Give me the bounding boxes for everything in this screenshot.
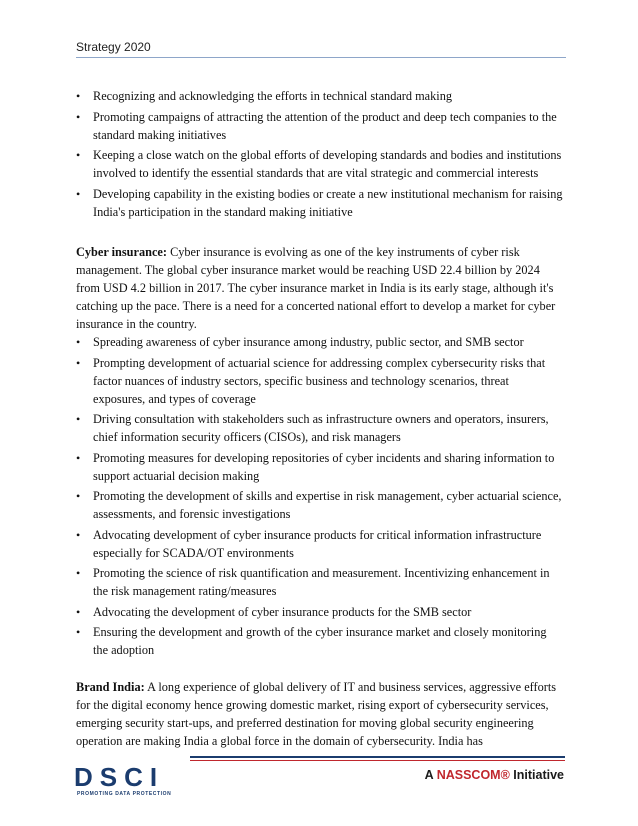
list-item: • Advocating development of cyber insurance products for critical information infrastructure especially for SCADA/OT environments: [76, 527, 542, 560]
footer-rule-red: [190, 760, 565, 761]
header-rule: [76, 57, 566, 58]
list-item: • Keeping a close watch on the global efforts of developing standards and bodies and institutions involved to identify the essential standards that are vital strategic and commercial interests: [76, 148, 562, 180]
bullet-icon: •: [76, 489, 81, 503]
bullet-icon: •: [76, 566, 81, 580]
intro-bullet-list: [76, 87, 564, 221]
bullet-icon: •: [76, 604, 81, 619]
brand-india-heading: Brand India:: [76, 679, 145, 694]
footer-rule-navy: [190, 756, 565, 758]
list-item: • Driving consultation with stakeholders such as infrastructure owners and operators, insurers, chief information security officers (CISOs), and risk managers: [76, 412, 549, 444]
document-body: [76, 87, 564, 750]
bullet-icon: •: [76, 109, 81, 124]
list-item: • Ensuring the development and growth of the cyber insurance market and closely monitoring the adoption: [76, 625, 547, 657]
dsci-logo: [74, 760, 184, 800]
list-item: • Promoting campaigns of attracting the attention of the product and deep tech companies to the standard making initiatives: [76, 109, 557, 142]
list-item: • Promoting measures for developing repositories of cyber incidents and sharing information to support actuarial decision making: [76, 450, 555, 483]
cyber-insurance-paragraph: Cyber insurance: Cyber insurance is evolving as one of the key instruments of cyber risk management. The global cyber insurance market would be reaching USD 22.4 billion by 2024 from USD 4.2 billion in 2017. The cyber insurance market in India is its early stage, although it's catching up the pace. There is a need for a concerted national effort to develop a market for cyber insurance in the country.: [76, 245, 556, 331]
list-item: • Promoting the science of risk quantification and measurement. Incentivizing enhancement in the risk management rating/measures: [76, 566, 550, 598]
list-item: • Promoting the development of skills and expertise in risk management, cyber actuarial science, assessments, and forensic investigations: [76, 489, 562, 521]
list-item: • Advocating the development of cyber insurance products for the SMB sector: [76, 604, 472, 619]
bullet-icon: •: [76, 527, 81, 542]
page-header-title: Strategy 2020: [76, 40, 151, 54]
bullet-icon: •: [76, 625, 81, 639]
nasscom-brand: NASSCOM®: [436, 768, 510, 782]
list-item: • Developing capability in the existing bodies or create a new institutional mechanism for raising India's participation in the standard making initiative: [76, 186, 563, 219]
bullet-icon: •: [76, 355, 81, 370]
list-item: • Prompting development of actuarial science for addressing complex cybersecurity risks that factor nuances of industry sectors, specific business and technology scenarios, threat exposures, and types of coverage: [76, 355, 546, 406]
list-item: • Spreading awareness of cyber insurance among industry, public sector, and SMB sector: [76, 335, 524, 349]
bullet-icon: •: [76, 186, 81, 201]
cyber-insurance-heading: Cyber insurance:: [76, 245, 167, 259]
cyber-insurance-bullet-list: [76, 333, 564, 659]
bullet-icon: •: [76, 335, 81, 349]
bullet-icon: •: [76, 148, 81, 162]
bullet-icon: •: [76, 450, 81, 465]
bullet-icon: •: [76, 89, 81, 103]
nasscom-initiative-label: A NASSCOM® Initiative: [424, 768, 564, 782]
bullet-icon: •: [76, 412, 81, 426]
list-item: • Recognizing and acknowledging the efforts in technical standard making: [76, 89, 453, 103]
dsci-logo-tagline: PROMOTING DATA PROTECTION: [77, 791, 172, 797]
brand-india-paragraph: Brand India: A long experience of global delivery of IT and business services, aggressive efforts for the digital economy hence growing domestic market, rising export of cybersecurity services, emerging security start-ups, and preferred destination for moving global security engineering operation are making India a global force in the domain of cybersecurity. India has: [76, 679, 557, 748]
dsci-logo-wordmark: DSCI: [74, 762, 165, 792]
